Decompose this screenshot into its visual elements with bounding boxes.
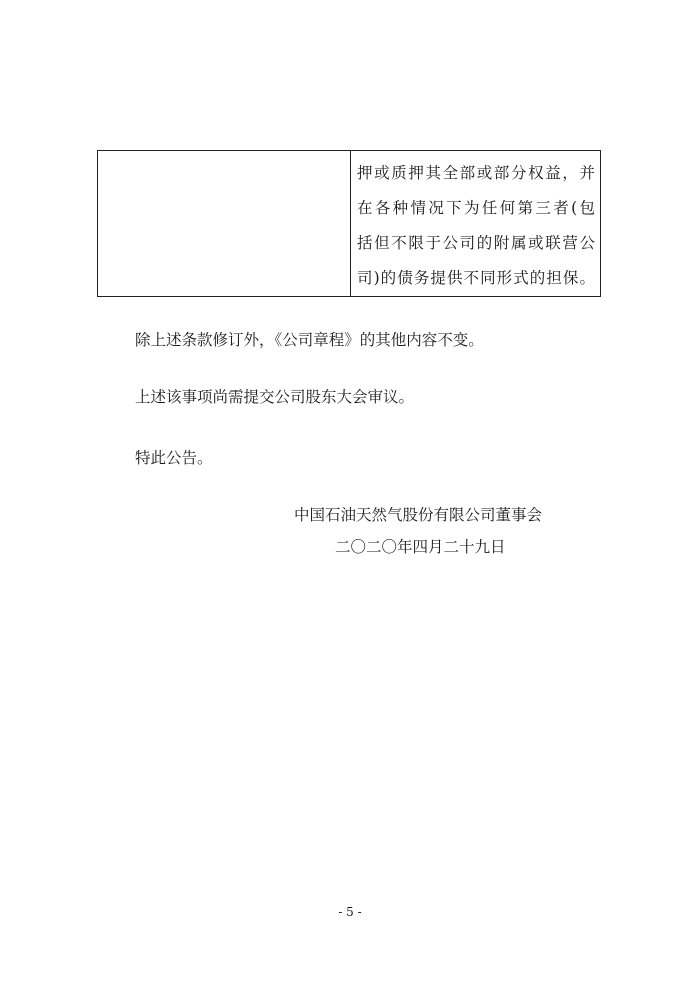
signature-date: 二〇二〇年四月二十九日 — [335, 538, 506, 556]
table-column-divider — [350, 150, 351, 297]
table-cell-line: 在各种情况下为任何第三者(包 — [357, 199, 595, 217]
page-number: - 5 - — [338, 905, 362, 919]
paragraph-shareholder-approval: 上述该事项尚需提交公司股东大会审议。 — [135, 388, 415, 406]
table-cell-line: 押或质押其全部或部分权益，并 — [357, 164, 595, 182]
signature-company-board: 中国石油天然气股份有限公司董事会 — [294, 506, 543, 524]
table-cell-amended-text — [357, 156, 595, 296]
table-cell-line: 括但不限于公司的附属或联营公 — [357, 234, 595, 252]
paragraph-unchanged-articles: 除上述条款修订外，《公司章程》的其他内容不变。 — [135, 331, 484, 349]
table-cell-line: 司)的债务提供不同形式的担保。 — [357, 269, 595, 287]
paragraph-announcement-closing: 特此公告。 — [135, 449, 213, 467]
